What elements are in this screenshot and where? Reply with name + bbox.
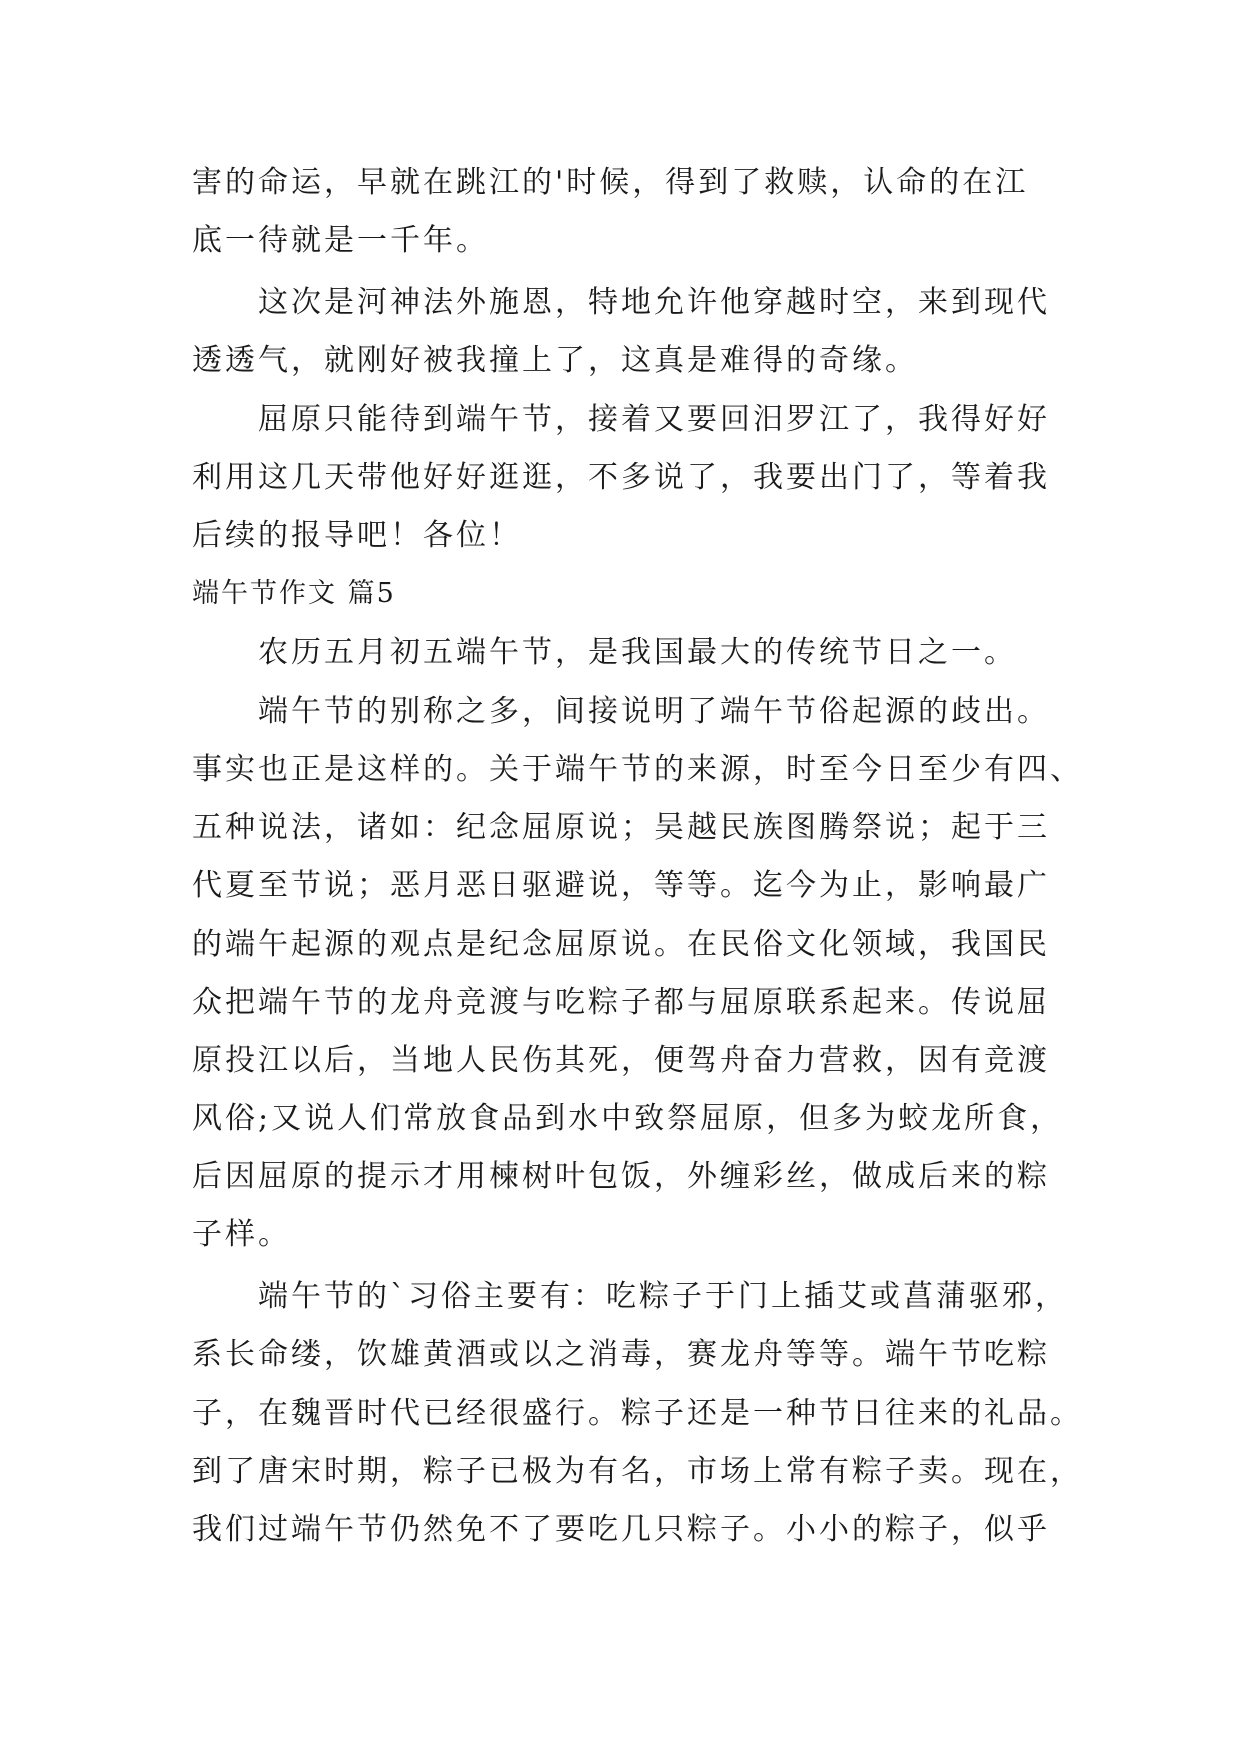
paragraph-line: 这次是河神法外施恩，特地允许他穿越时空，来到现代 <box>258 285 1050 320</box>
paragraph-line: 五种说法，诸如：纪念屈原说；吴越民族图腾祭说；起于三 <box>192 810 1050 845</box>
paragraph-line: 我们过端午节仍然免不了要吃几只粽子。小小的粽子，似乎 <box>192 1512 1050 1547</box>
paragraph-line: 底一待就是一千年。 <box>192 223 489 258</box>
paragraph-line: 屈原只能待到端午节，接着又要回汨罗江了，我得好好 <box>258 402 1050 437</box>
paragraph-line: 的端午起源的观点是纪念屈原说。在民俗文化领域，我国民 <box>192 927 1050 962</box>
paragraph-line: 子，在魏晋时代已经很盛行。粽子还是一种节日往来的礼品。 <box>192 1396 1083 1431</box>
paragraph-line: 系长命缕，饮雄黄酒或以之消毒，赛龙舟等等。端午节吃粽 <box>192 1337 1050 1372</box>
paragraph-line: 农历五月初五端午节，是我国最大的传统节日之一。 <box>258 635 1017 670</box>
paragraph-line: 透透气，就刚好被我撞上了，这真是难得的奇缘。 <box>192 343 918 378</box>
paragraph-line: 到了唐宋时期，粽子已极为有名，市场上常有粽子卖。现在， <box>192 1454 1083 1489</box>
paragraph-line: 利用这几天带他好好逛逛，不多说了，我要出门了，等着我 <box>192 460 1050 495</box>
paragraph-line: 后因屈原的提示才用楝树叶包饭，外缠彩丝，做成后来的粽 <box>192 1159 1050 1194</box>
paragraph-line: 代夏至节说；恶月恶日驱避说，等等。迄今为止，影响最广 <box>192 868 1050 903</box>
paragraph-line: 风俗;又说人们常放食品到水中致祭屈原，但多为蛟龙所食， <box>192 1101 1064 1136</box>
paragraph-line: 后续的报导吧！各位！ <box>192 518 522 553</box>
paragraph-line: 事实也正是这样的。关于端午节的来源，时至今日至少有四、 <box>192 752 1083 787</box>
section-heading: 端午节作文 篇5 <box>192 578 396 609</box>
paragraph-line: 子样。 <box>192 1217 291 1252</box>
paragraph-line: 端午节的别称之多，间接说明了端午节俗起源的歧出。 <box>258 694 1050 729</box>
paragraph-line: 害的命运，早就在跳江的'时候，得到了救赎，认命的在江 <box>192 165 1029 200</box>
paragraph-line: 原投江以后，当地人民伤其死，便驾舟奋力营救，因有竞渡 <box>192 1043 1050 1078</box>
paragraph-line: 端午节的`习俗主要有：吃粽子于门上插艾或菖蒲驱邪， <box>258 1279 1068 1314</box>
paragraph-line: 众把端午节的龙舟竞渡与吃粽子都与屈原联系起来。传说屈 <box>192 985 1050 1020</box>
